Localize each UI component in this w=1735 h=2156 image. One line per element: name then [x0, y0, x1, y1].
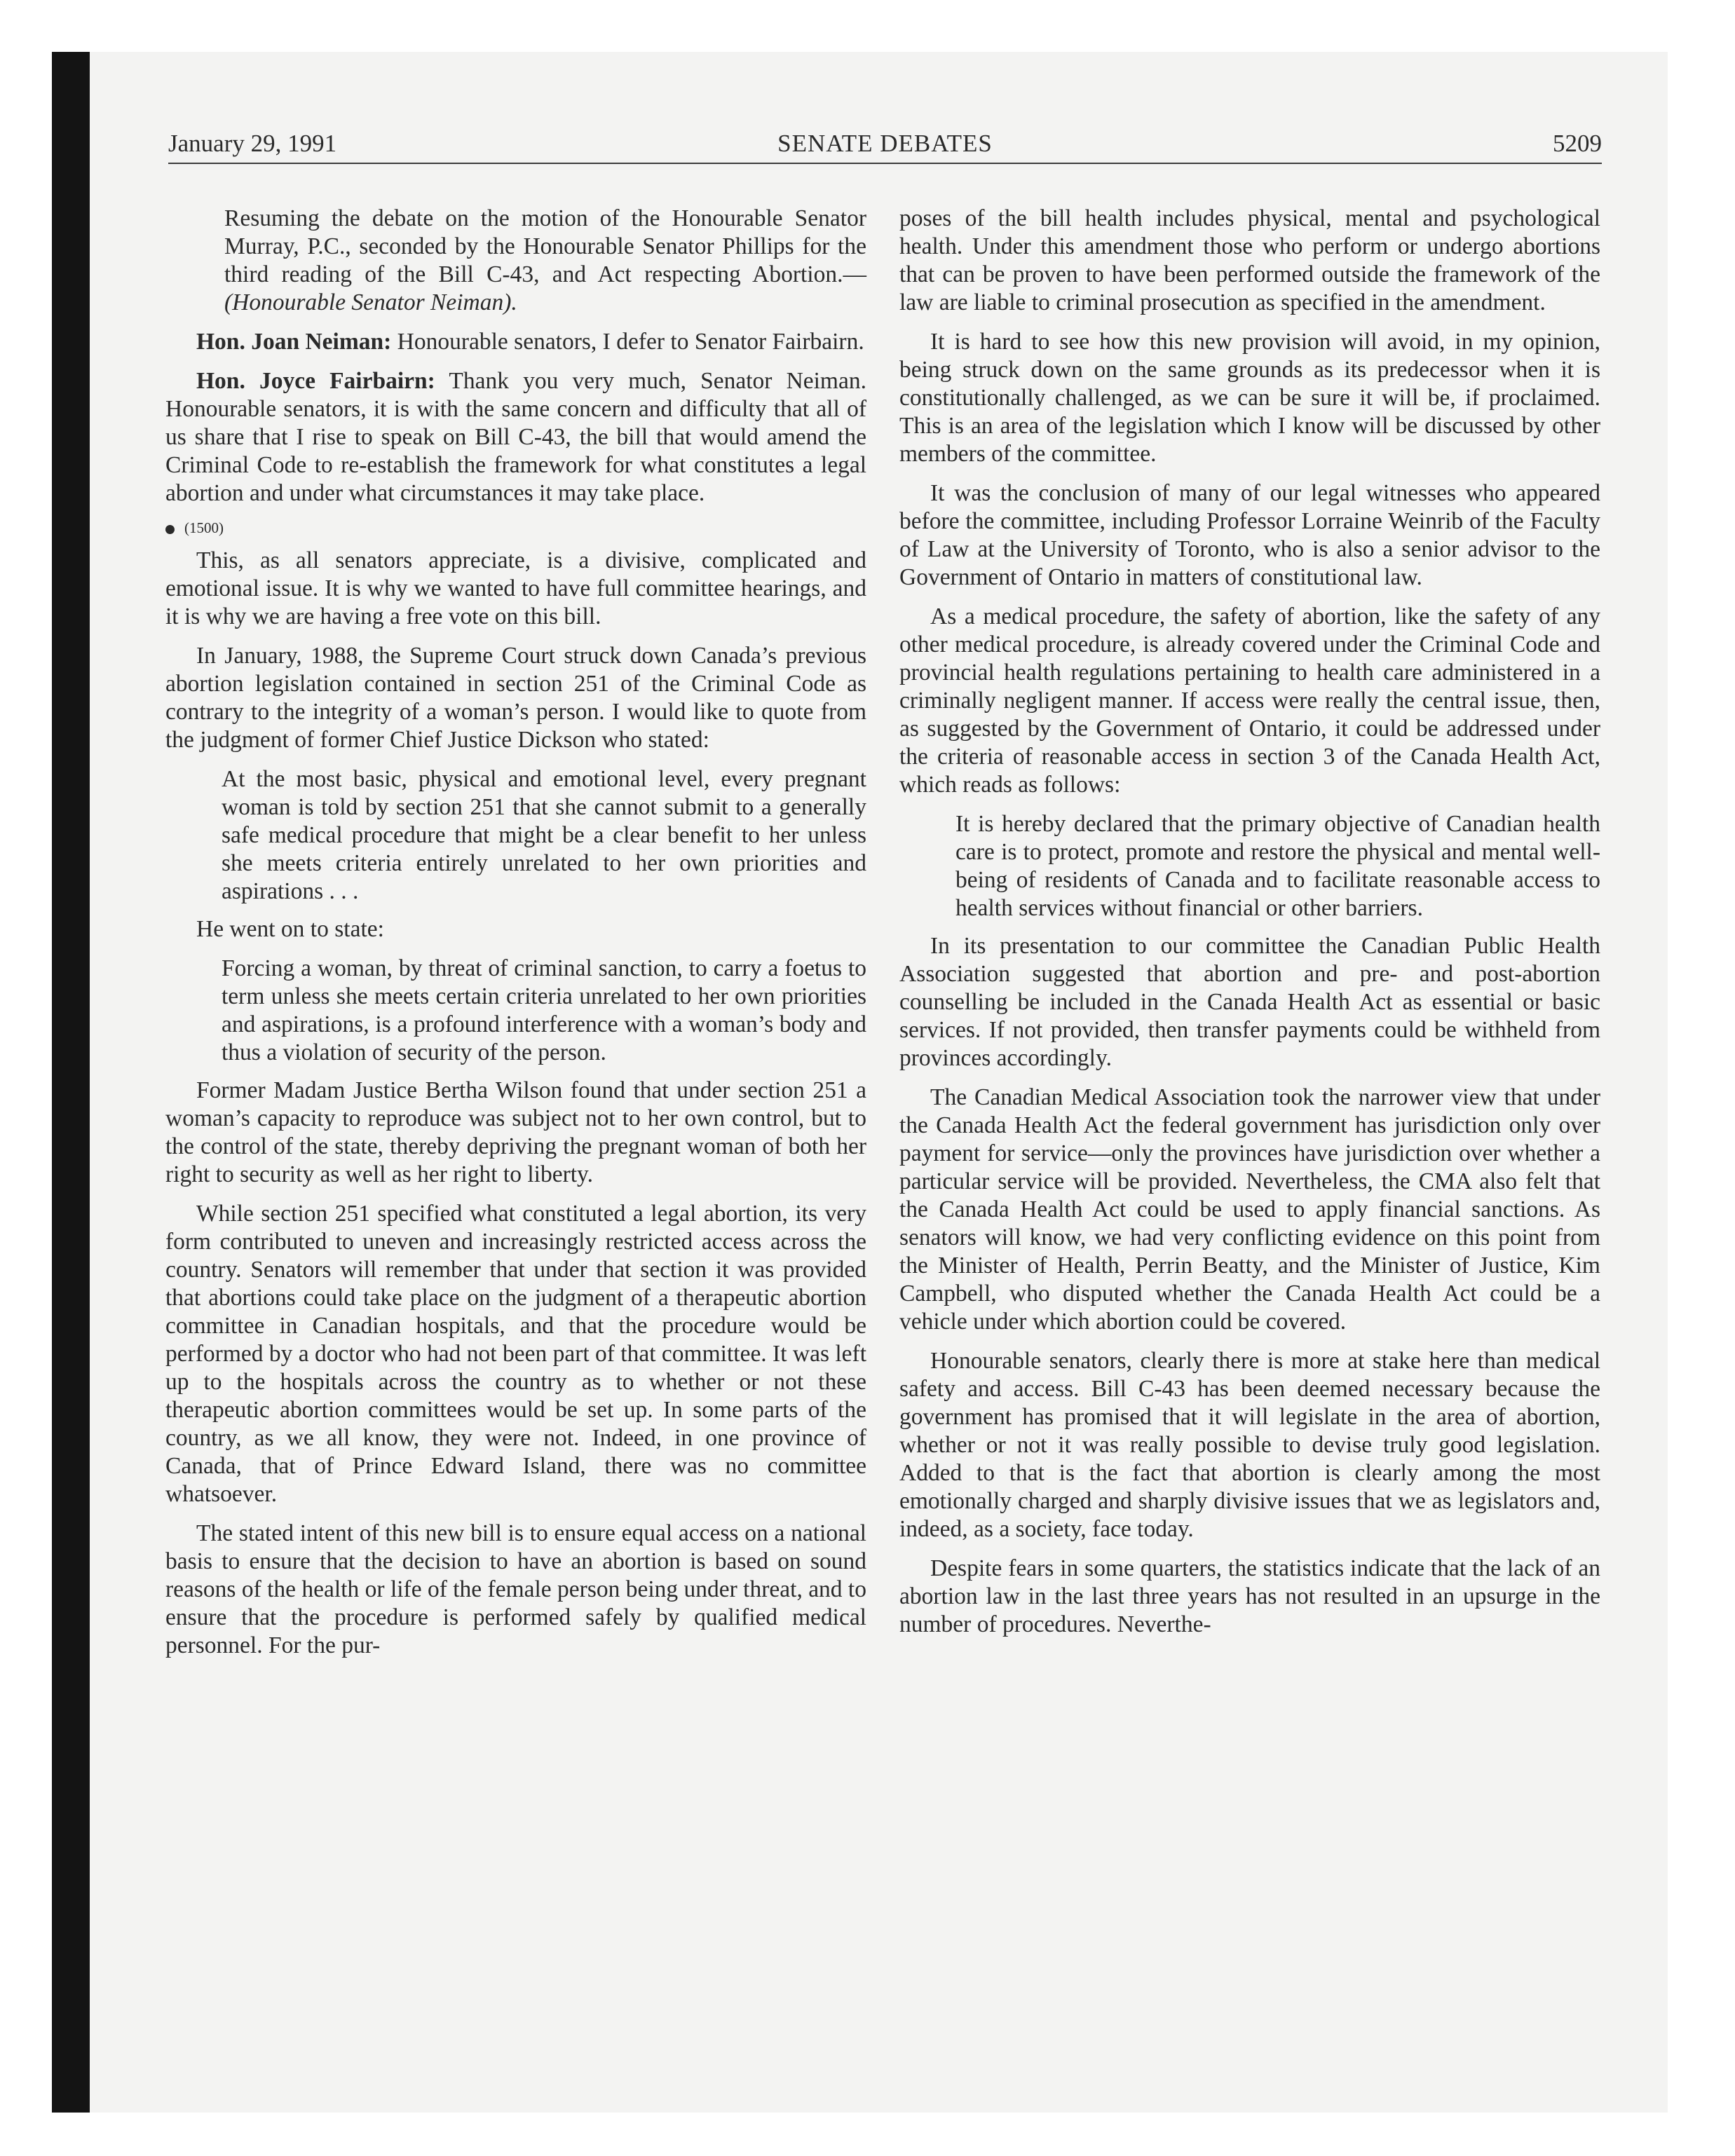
speech-fairbairn — [165, 367, 866, 507]
bullet-icon — [165, 525, 175, 534]
block-quote: It is hereby declared that the primary objective of Canadian health care is to protect, promote and restore the physical and mental well-being of residents of Canada and to facilitate reasonable access to health services without financial or other barriers. — [955, 811, 1600, 921]
header-page-number: 5209 — [1553, 130, 1602, 157]
block-quote: At the most basic, physical and emotional level, every pregnant woman is told by section 251 that she cannot submit to a generally safe medical procedure that might be a clear benefit to her unless she meets criteria entirely unrelated to her own priorities and aspirations . . . — [222, 766, 866, 904]
time-marker — [165, 516, 866, 540]
scan-binding-edge — [52, 52, 90, 2113]
paragraph: As a medical procedure, the safety of abortion, like the safety of any other medical procedure, is already covered under the Criminal Code and provincial health regulations pertaining to health care administered in a criminally negligent manner. If access were really the central issue, then, as suggested by the Government of Ontario, it could be addressed under the criteria of reasonable access in section 3 of the Canada Health Act, which reads as follows: — [899, 603, 1600, 798]
speech-neiman — [165, 328, 866, 356]
paragraph: The stated intent of this new bill is to ensure equal access on a national basis to ensure that the decision to have an abortion is based on sound reasons of the health or life of the female person being under threat, and to ensure that the procedure is performed safely by qualified medical personnel. For the pur- — [165, 1520, 866, 1658]
paragraph: This, as all senators appreciate, is a divisive, complicated and emotional issue. It is why we wanted to have full committee hearings, and it is why we are having a free vote on this bill. — [165, 547, 866, 629]
speech-text: Honourable senators, I defer to Senator Fairbairn. — [391, 329, 864, 355]
right-column — [899, 205, 1600, 1650]
time-marker-label: (1500) — [184, 519, 224, 536]
paragraph: Despite fears in some quarters, the statistics indicate that the lack of an abortion law in the last three years has not resulted in an upsurge in the number of procedures. Neverthe- — [899, 1555, 1600, 1637]
intro-text: Resuming the debate on the motion of the Honourable Senator Murray, P.C., seconded by the Honourable Senator Phillips for the third reading of the Bill C-43, and Act respecting Abortion.— — [224, 205, 866, 287]
header-date: January 29, 1991 — [168, 130, 337, 157]
speaker-name: Hon. Joyce Fairbairn: — [196, 368, 435, 394]
speech-text: Thank you very much, Senator Neiman. Honourable senators, it is with the same concern and difficulty that all of us share that I rise to speak on Bill C-43, the bill that would amend the Criminal Code to re-establish the framework for what constitutes a legal abortion and under what circumstances it may take place. — [165, 368, 866, 506]
paragraph: The Canadian Medical Association took the narrower view that under the Canada Health Act the federal government has jurisdiction only over payment for service—only the provinces have jurisdiction over whether a particular service will be provided. Nevertheless, the CMA also felt that the Canada Health Act could be used to apply financial sanctions. As senators will know, we had very conflicting evidence on this point from the Minister of Health, Perrin Beatty, and the Minister of Justice, Kim Campbell, who disputed whether the Canada Health Act could be a vehicle under which abortion could be covered. — [899, 1084, 1600, 1335]
paragraph: While section 251 specified what constituted a legal abortion, its very form contributed to uneven and increasingly restricted access across the country. Senators will remember that under that section it was provided that abortions could take place on the judgment of a therapeutic abortion committee in Canadian hospitals, and that the procedure would be performed by a doctor who had not been part of that committee. It was left up to the hospitals across the country as to whether or not these therapeutic abortion committees would be set up. In some parts of the country, as we all know, they were not. Indeed, in one province of Canada, that of Prince Edward Island, there was no committee whatsoever. — [165, 1201, 867, 1507]
intro-italic: (Honourable Senator Neiman). — [224, 289, 517, 315]
paragraph: He went on to state: — [196, 916, 384, 942]
page-header — [168, 125, 1602, 164]
left-column — [165, 205, 866, 1671]
paragraph: Former Madam Justice Bertha Wilson found that under section 251 a woman’s capacity to reproduce was subject not to her own control, but to the control of the state, thereby depriving the pregnant woman of both her right to security as well as her right to liberty. — [165, 1077, 866, 1187]
block-quote: Forcing a woman, by threat of criminal sanction, to carry a foetus to term unless she meets certain criteria unrelated to her own priorities and aspirations, is a profound interference with a woman’s body and thus a violation of security of the person. — [222, 955, 866, 1065]
speaker-name: Hon. Joan Neiman: — [196, 329, 392, 355]
paragraph: In its presentation to our committee the Canadian Public Health Association suggested that abortion and pre- and post-abortion counselling be included in the Canada Health Act as essential or basic services. If not provided, then transfer payments could be withheld from provinces accordingly. — [899, 933, 1600, 1071]
paragraph: It is hard to see how this new provision will avoid, in my opinion, being struck down on the same grounds as its predecessor when it is constitutionally challenged, as we can be sure it will be, if proclaimed. This is an area of the legislation which I know will be discussed by other members of the committee. — [899, 329, 1600, 467]
paragraph: It was the conclusion of many of our legal witnesses who appeared before the committee, including Professor Lorraine Weinrib of the Faculty of Law at the University of Toronto, who is also a senior advisor to the Government of Ontario in matters of constitutional law. — [899, 480, 1600, 590]
paragraph: Honourable senators, clearly there is more at stake here than medical safety and access. Bill C-43 has been deemed necessary because the government has promised that it will legislate in the area of abortion, whether or not it was really possible to devise truly good legislation. Added to that is the fact that abortion is clearly among the most emotionally charged and sharply divisive issues that we as legislators and, indeed, as a society, face today. — [899, 1348, 1600, 1542]
debate-intro — [224, 205, 866, 317]
paragraph: poses of the bill health includes physical, mental and psychological health. Under this amendment those who perform or undergo abortions that can be proven to have been performed outside the framework of the law are liable to criminal prosecution as specified in the amendment. — [899, 205, 1600, 315]
paragraph: In January, 1988, the Supreme Court struck down Canada’s previous abortion legislation contained in section 251 of the Criminal Code as contrary to the integrity of a woman’s person. I would like to quote from the judgment of former Chief Justice Dickson who stated: — [165, 643, 866, 753]
header-title: SENATE DEBATES — [777, 130, 993, 157]
